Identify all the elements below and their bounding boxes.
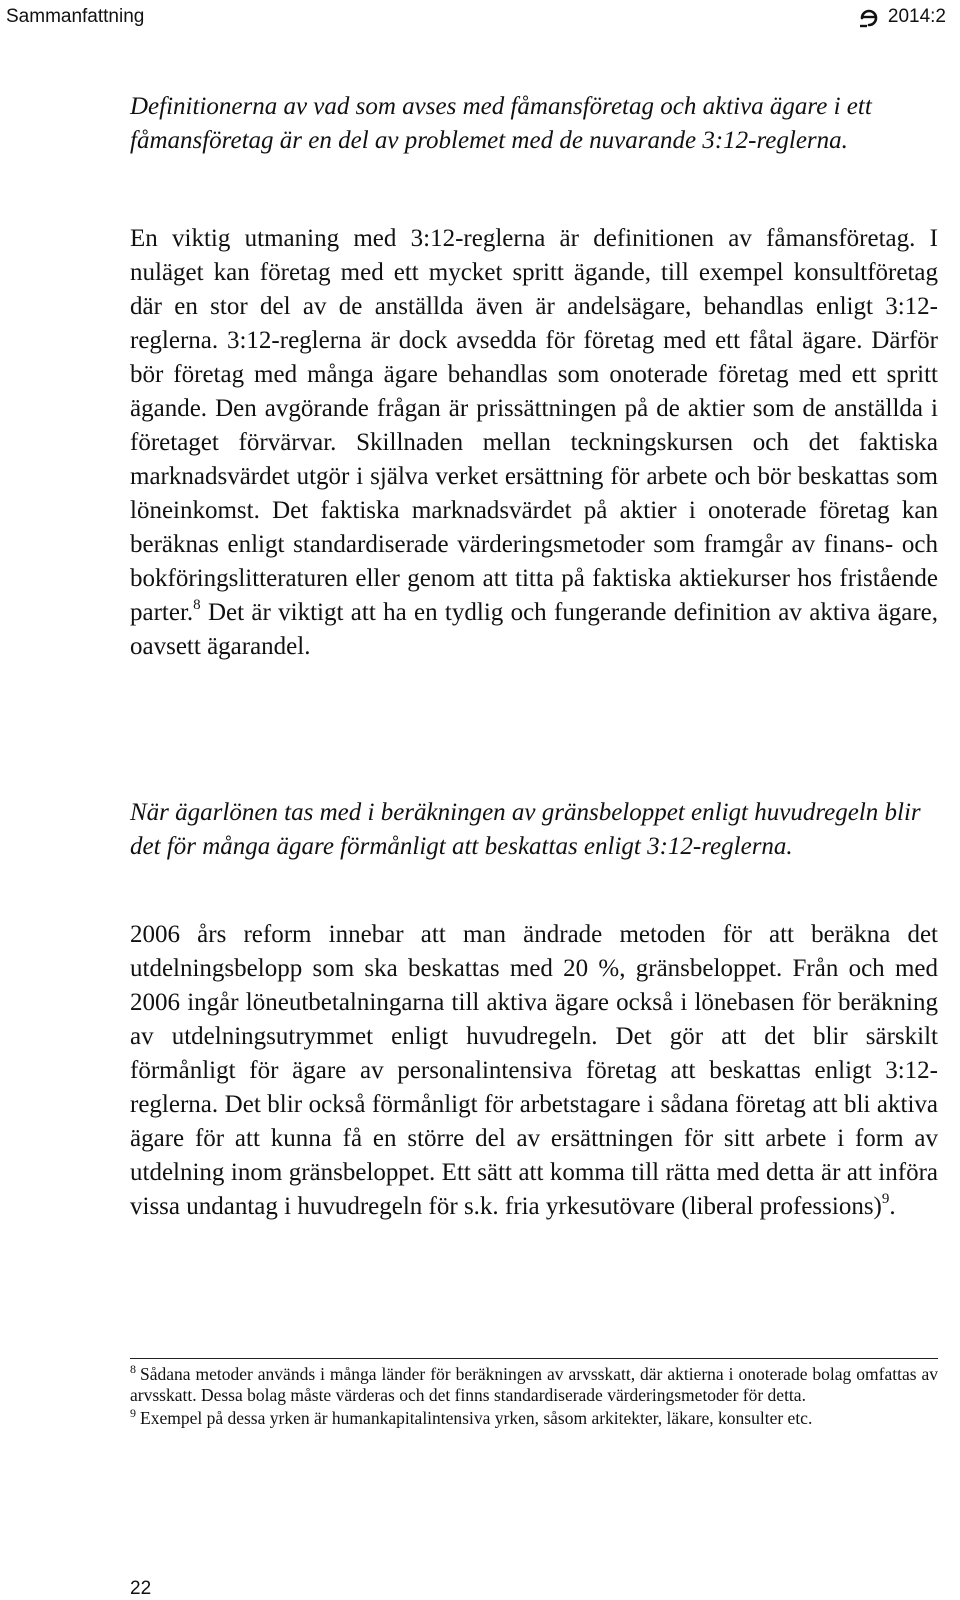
paragraph-text: 2006 års reform innebar att man ändrade metoden för att beräkna det utdelningsbelopp som ska beskattas med 20 %, gränsbeloppet. Från och med 2006 ingår löneutbetalningarna till aktiva ägare också i lönebasen för beräkning av utdelningsutrymmet enligt huvudregeln. Det gör att det blir särskilt förmånligt för ägare av personalintensiva företag att beskattas enligt 3:12-reglerna. Det blir också förmånligt för arbetstagare i sådana företag att bli aktiva ägare för att kunna få en större del av ersättningen för sitt arbete i form av utdelning inom gränsbeloppet. Ett sätt att komma till rätta med detta är att införa vissa undantag i huvudregeln för s.k. fria yrkesutövare (liberal professions) [130,921,938,1220]
footnote-reference[interactable]: 9 [881,1190,890,1207]
section-title: Sammanfattning [6,6,145,27]
footnote [130,1364,938,1406]
issue-number: 2014:2 [887,6,946,27]
page-header [6,6,946,30]
e-circle-logo-icon [858,6,880,28]
footnote-text: Sådana metoder används i många länder för beräkningen av arvsskatt, där aktierna i onoterade bolag omfattas av arvsskatt. Dessa bolag måste värderas och det finns standardiserade värderingsmetoder för detta. [130,1364,938,1405]
header-right [858,6,946,28]
footnotes [130,1364,938,1431]
footnote-text: Exempel på dessa yrken är humankapitalintensiva yrken, såsom arkitekter, läkare, konsulter etc. [140,1408,813,1428]
body-paragraph [130,918,938,1224]
footnote-number: 8 [130,1362,136,1377]
footnote-divider [130,1358,938,1359]
footnote [130,1408,938,1429]
body-paragraph [130,222,938,664]
paragraph-text: Det är viktigt att ha en tydlig och fungerande definition av aktiva ägare, oavsett ägarandel. [130,599,938,660]
section-heading: Definitionerna av vad som avses med fåmansföretag och aktiva ägare i ett fåmansföretag är en del av problemet med de nuvarande 3:12-reglerna. [130,93,872,154]
page-number: 22 [130,1578,152,1599]
section-heading: När ägarlönen tas med i beräkningen av gränsbeloppet enligt huvudregeln blir det för många ägare förmånligt att beskattas enligt 3:12-reglerna. [130,799,921,860]
paragraph-text: . [889,1193,896,1220]
footnote-number: 9 [130,1406,136,1421]
paragraph-text: En viktig utmaning med 3:12-reglerna är definitionen av fåmansföretag. I nuläget kan företag med ett mycket spritt ägande, till exempel konsultföretag där en stor del av de anställda även är andelsägare, behandlas enligt 3:12-reglerna. 3:12-reglerna är dock avsedda för företag med ett fåtal ägare. Därför bör företag med många ägare behandlas som onoterade företag med ett spritt ägande. Den avgörande frågan är prissättningen på de aktier som de anställda i företaget förvärvar. Skillnaden mellan teckningskursen och det faktiska marknadsvärdet utgör i själva verket ersättning för arbete och bör beskattas som löneinkomst. Det faktiska marknadsvärdet på aktier i onoterade företag kan beräknas enligt standardiserade värderingsmetoder som framgår av finans- och bokföringslitteraturen eller genom att titta på faktiska aktiekurser hos fristående parter. [130,225,938,626]
footnote-reference[interactable]: 8 [193,596,201,613]
